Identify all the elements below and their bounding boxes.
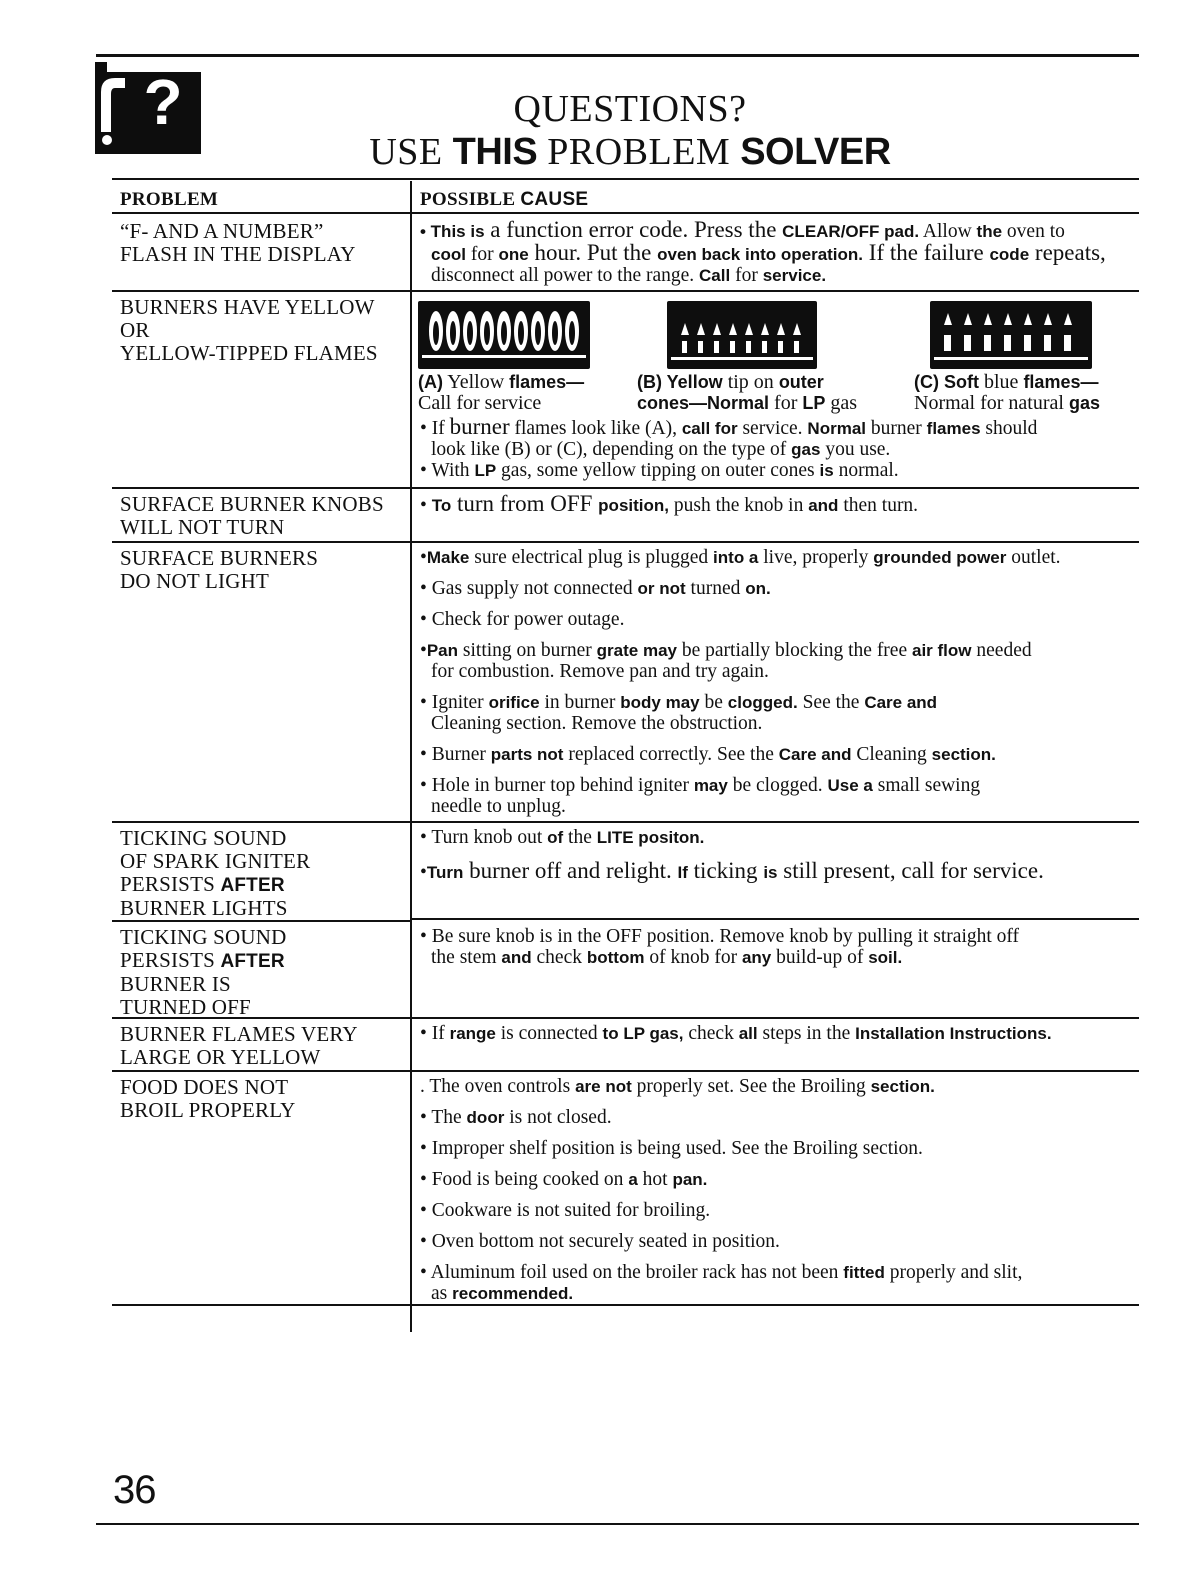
- list-item: • Check for power outage.: [420, 609, 625, 630]
- cause-ticking-after-off: • Be sure knob is in the OFF position. Remove knob by pulling it straight off the stem and check bottom of knob for any build-up of soil.: [420, 926, 1020, 968]
- problem-ticking-after-lights: TICKING SOUND OF SPARK IGNITER PERSISTS AFTER BURNER LIGHTS: [120, 826, 311, 920]
- svg-text:?: ?: [143, 66, 183, 138]
- list-item: • The door is not closed.: [420, 1107, 612, 1128]
- row-rule: [112, 212, 1139, 214]
- row-rule: [112, 821, 411, 823]
- list-item: • Hole in burner top behind igniter may be clogged. Use a small sewing needle to unplug.: [420, 775, 981, 817]
- caption-b: (B) Yellow tip on outer cones—Normal for LP gas: [637, 371, 858, 414]
- list-item: •Pan sitting on burner grate may be partially blocking the free air flow needed for combustion. Remove pan and try again.: [420, 640, 1032, 682]
- caption-a: (A) Yellow flames— Call for service: [418, 371, 585, 414]
- problem-f-number: “F- AND A NUMBER” FLASH IN THE DISPLAY: [120, 219, 356, 266]
- page-number: 36: [113, 1468, 156, 1512]
- cause-ticking-after-lights: [420, 827, 1130, 883]
- problem-flames-very-large: BURNER FLAMES VERY LARGE OR YELLOW: [120, 1022, 358, 1069]
- table-top-rule: [112, 178, 1139, 180]
- questions-logo-icon: [95, 62, 201, 154]
- flame-image-yellow: [418, 301, 590, 369]
- problem-food-does-not-broil: FOOD DOES NOT BROIL PROPERLY: [120, 1075, 296, 1122]
- list-item: •Make sure electrical plug is plugged into a live, properly grounded power outlet.: [420, 547, 1061, 568]
- caption-c: (C) Soft blue flames— Normal for natural gas: [914, 371, 1100, 414]
- column-header-problem: PROBLEM: [120, 189, 219, 210]
- page-title-line2: USE THIS PROBLEM SOLVER: [369, 131, 891, 173]
- row-rule: [411, 918, 1139, 920]
- column-header-possible-cause: POSSIBLE CAUSE: [420, 189, 589, 210]
- row-rule: [112, 290, 1139, 292]
- table-bottom-rule: [112, 1304, 1139, 1306]
- problem-knobs-will-not-turn: SURFACE BURNER KNOBS WILL NOT TURN: [120, 492, 384, 539]
- cause-flames-very-large: • If range is connected to LP gas, check all steps in the Installation Instructions.: [420, 1023, 1052, 1044]
- page-title-line1: QUESTIONS?: [513, 88, 747, 130]
- list-item: . The oven controls are not properly set. See the Broiling section.: [420, 1076, 935, 1097]
- row-rule: [411, 821, 1139, 823]
- top-rule: [96, 54, 1139, 57]
- problem-ticking-after-off: TICKING SOUND PERSISTS AFTER BURNER IS TURNED OFF: [120, 925, 287, 1019]
- list-item: • Oven bottom not securely seated in position.: [420, 1231, 780, 1252]
- list-item: • Food is being cooked on a hot pan.: [420, 1169, 708, 1190]
- column-divider: [410, 181, 412, 1332]
- cause-f-number: • This is a function error code. Press the CLEAR/OFF pad. Allow the oven to cool for one hour. Put the oven back into operation. If the failure code repeats, disconnect all power to the range. Call for service.: [420, 217, 1106, 286]
- row-rule: [112, 1070, 1139, 1072]
- row-rule: [112, 541, 1139, 543]
- problem-burners-do-not-light: SURFACE BURNERS DO NOT LIGHT: [120, 546, 319, 593]
- cause-burners-do-not-light: [420, 547, 1130, 817]
- list-item: • Burner parts not replaced correctly. See the Care and Cleaning section.: [420, 744, 996, 765]
- bottom-rule: [96, 1523, 1139, 1525]
- list-item: • Igniter orifice in burner body may be clogged. See the Care and Cleaning section. Remove the obstruction.: [420, 692, 938, 734]
- cause-yellow-flames: • If burner flames look like (A), call for service. Normal burner flames should look like (B) or (C), depending on the type of gas you use. • With LP gas, some yellow tipping on outer cones is normal.: [420, 414, 1038, 481]
- list-item: •Turn burner off and relight. If ticking is still present, call for service.: [420, 858, 1044, 883]
- list-item: • Aluminum foil used on the broiler rack has not been fitted properly and slit, as recommended.: [420, 1262, 1023, 1304]
- problem-yellow-flames: BURNERS HAVE YELLOW OR YELLOW-TIPPED FLAMES: [120, 295, 378, 365]
- cause-knobs-will-not-turn: • To turn from OFF position, push the knob in and then turn.: [420, 491, 919, 516]
- list-item: • Turn knob out of the LITE positon.: [420, 827, 705, 848]
- cause-food-does-not-broil: [420, 1076, 1130, 1304]
- row-rule: [112, 920, 411, 922]
- flame-image-soft-blue: [930, 301, 1092, 369]
- list-item: • Improper shelf position is being used. See the Broiling section.: [420, 1138, 923, 1159]
- list-item: • Cookware is not suited for broiling.: [420, 1200, 711, 1221]
- row-rule: [112, 487, 1139, 489]
- list-item: • Gas supply not connected or not turned on.: [420, 578, 771, 599]
- flame-image-yellow-tip: [667, 301, 817, 369]
